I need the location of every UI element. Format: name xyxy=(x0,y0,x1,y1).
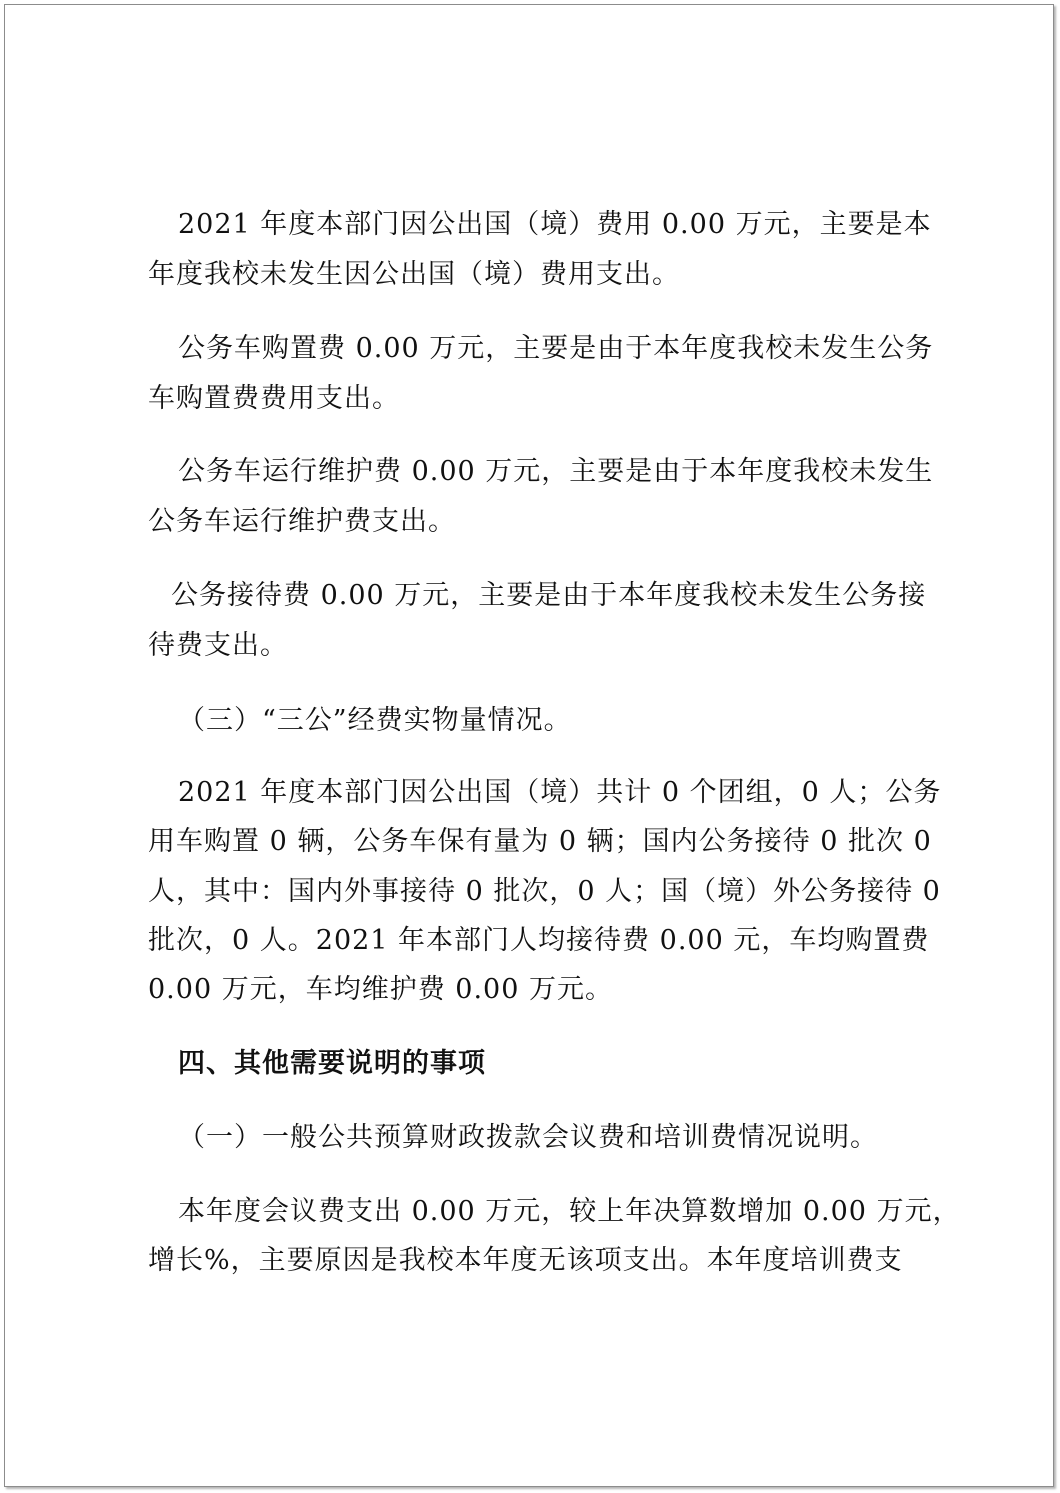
section-heading: 四、其他需要说明的事项 xyxy=(178,1048,486,1079)
section-subheading: （一）一般公共预算财政拨款会议费和培训费情况说明。 xyxy=(178,1122,878,1153)
paragraph-line: 年度我校未发生因公出国（境）费用支出。 xyxy=(148,259,680,290)
paragraph-line: 公务车运行维护费支出。 xyxy=(148,506,456,537)
paragraph-line: 0.00 万元，车均维护费 0.00 万元。 xyxy=(148,974,613,1005)
paragraph-line: 公务接待费 0.00 万元，主要是由于本年度我校未发生公务接 xyxy=(171,580,927,611)
paragraph-line: 用车购置 0 辆，公务车保有量为 0 辆；国内公务接待 0 批次 0 xyxy=(148,826,932,857)
paragraph-line: 公务车购置费 0.00 万元，主要是由于本年度我校未发生公务 xyxy=(178,333,934,364)
paragraph-line: 待费支出。 xyxy=(148,630,288,661)
paragraph-line: 本年度会议费支出 0.00 万元，较上年决算数增加 0.00 万元， xyxy=(178,1196,961,1227)
paragraph-line: 人，其中：国内外事接待 0 批次，0 人；国（境）外公务接待 0 xyxy=(148,876,941,907)
paragraph-line: 批次，0 人。2021 年本部门人均接待费 0.00 元，车均购置费 xyxy=(148,925,930,956)
paragraph-line: 2021 年度本部门因公出国（境）费用 0.00 万元，主要是本 xyxy=(178,209,932,240)
paragraph-line: 增长%，主要原因是我校本年度无该项支出。本年度培训费支 xyxy=(148,1245,903,1276)
document-page xyxy=(4,4,1054,1487)
paragraph-line: 2021 年度本部门因公出国（境）共计 0 个团组，0 人；公务 xyxy=(178,777,942,808)
paragraph-line: 车购置费费用支出。 xyxy=(148,383,400,414)
paragraph-line: 公务车运行维护费 0.00 万元，主要是由于本年度我校未发生 xyxy=(178,456,934,487)
section-subheading: （三）“三公”经费实物量情况。 xyxy=(178,705,572,736)
